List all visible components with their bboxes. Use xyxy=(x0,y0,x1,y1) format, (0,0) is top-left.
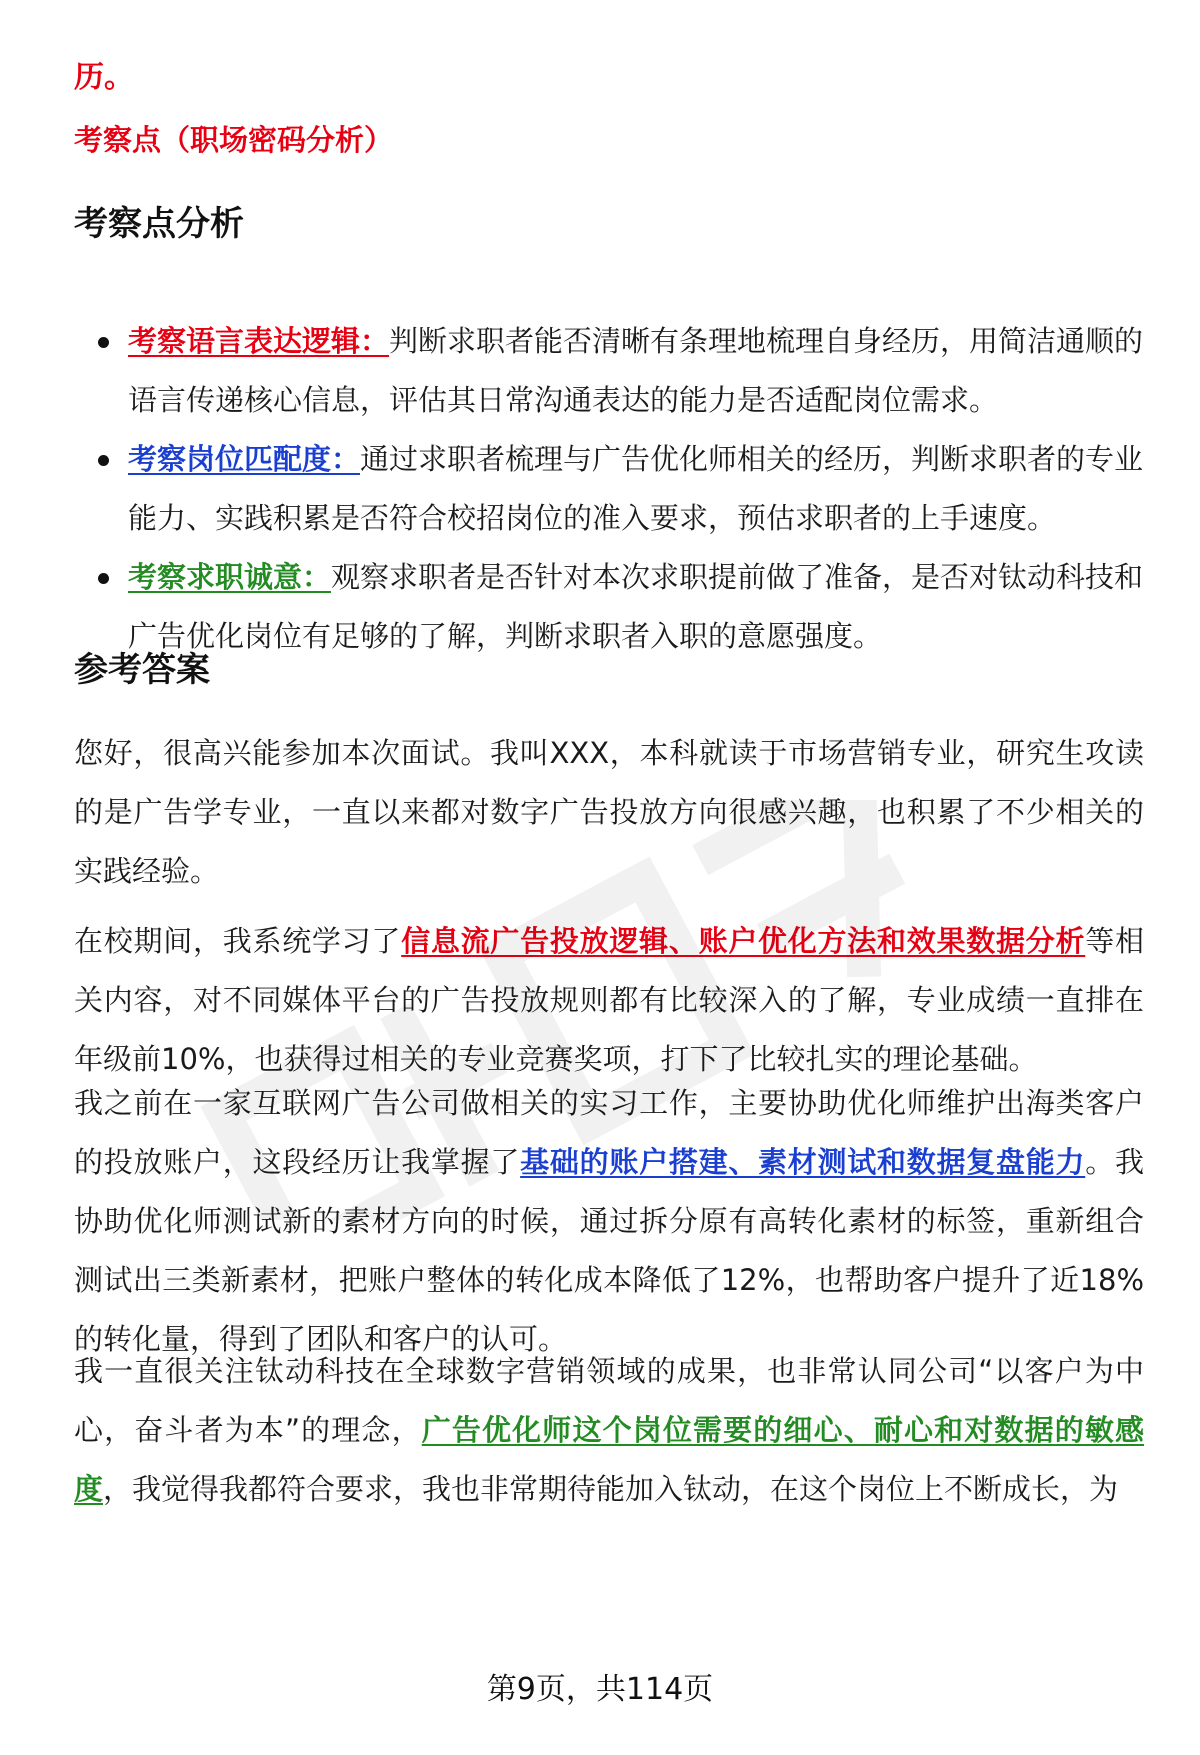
bullet-label-language: 考察语言表达逻辑： xyxy=(128,324,390,358)
list-item xyxy=(74,312,1144,430)
para-text: 我之前在一家互联网广告公司做相关的实习工作，主要协助优化师维护出海类客户的投放账户，这段经历让我掌握了 xyxy=(74,1086,1144,1179)
answer-paragraph-intro: 您好，很高兴能参加本次面试。我叫XXX，本科就读于市场营销专业，研究生攻读的是广告学专业，一直以来都对数字广告投放方向很感兴趣，也积累了不少相关的实践经验。 xyxy=(74,736,1144,888)
analysis-heading: 考察点分析 xyxy=(74,204,244,244)
bullet-label-fit: 考察岗位匹配度： xyxy=(128,442,361,476)
top-fragment: 历。 xyxy=(74,60,134,95)
bullet-text-language: 判断求职者能否清晰有条理地梳理自身经历，用简洁通顺的语言传递核心信息，评估其日常沟通表达的能力是否适配岗位需求。 xyxy=(128,324,1144,417)
answer-paragraph-study xyxy=(74,912,1144,1089)
para-highlight-green: 广告优化师这个岗位需要的细心、耐心和对数据的敏感度 xyxy=(74,1413,1144,1506)
para-highlight-red: 信息流广告投放逻辑、账户优化方法和效果数据分析 xyxy=(401,924,1086,958)
analysis-list xyxy=(74,312,1144,666)
answer-paragraph-company xyxy=(74,1342,1144,1519)
para-text: ，我觉得我都符合要求，我也非常期待能加入钛动，在这个岗位上不断成长，为 xyxy=(103,1472,1119,1506)
page-number: 第9页，共114页 xyxy=(486,1672,714,1707)
bullet-text-fit: 通过求职者梳理与广告优化师相关的经历，判断求职者的专业能力、实践积累是否符合校招岗位的准入要求，预估求职者的上手速度。 xyxy=(128,442,1144,535)
answer-paragraph-internship xyxy=(74,1074,1144,1369)
para-text: 等相关内容，对不同媒体平台的广告投放规则都有比较深入的了解，专业成绩一直排在年级前10%，也获得过相关的专业竞赛奖项，打下了比较扎实的理论基础。 xyxy=(74,924,1144,1076)
para-text: 在校期间，我系统学习了 xyxy=(74,924,402,958)
para-highlight-blue: 基础的账户搭建、素材测试和数据复盘能力 xyxy=(520,1145,1086,1179)
list-item xyxy=(74,430,1144,548)
bullet-label-sincerity: 考察求职诚意： xyxy=(128,560,332,594)
section-label: 考察点（职场密码分析） xyxy=(74,123,394,157)
bullet-text-sincerity: 观察求职者是否针对本次求职提前做了准备，是否对钛动科技和广告优化岗位有足够的了解，判断求职者入职的意愿强度。 xyxy=(128,560,1144,653)
para-text: 。我协助优化师测试新的素材方向的时候，通过拆分原有高转化素材的标签，重新组合测试出三类新素材，把账户整体的转化成本降低了12%，也帮助客户提升了近18%的转化量，得到了团队和客户的认可。 xyxy=(74,1145,1144,1356)
list-item xyxy=(74,548,1144,666)
answer-heading: 参考答案 xyxy=(74,650,210,690)
para-text: 我一直很关注钛动科技在全球数字营销领域的成果，也非常认同公司“以客户为中心，奋斗者为本”的理念， xyxy=(74,1354,1144,1447)
